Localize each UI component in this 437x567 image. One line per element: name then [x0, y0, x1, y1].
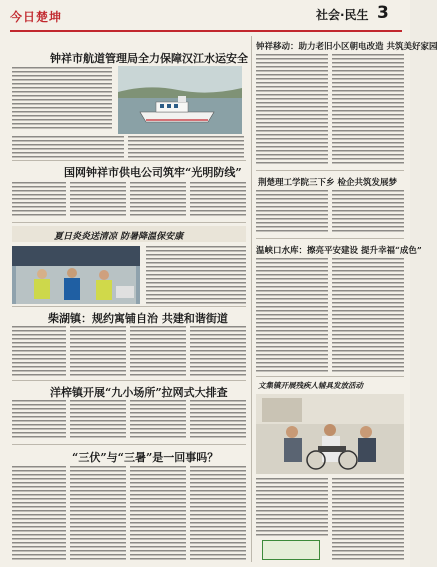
article-7-text-b	[70, 400, 126, 440]
article-5-text-b	[332, 258, 404, 372]
charity-banner-text: 文集镇开展残疾人辅具发放活动	[258, 381, 363, 390]
divider	[12, 380, 246, 381]
article-4-text-b	[332, 190, 404, 234]
headline-6[interactable]: 柴湖镇：规约寓铺自治 共建和谐街道	[48, 312, 228, 325]
divider	[12, 444, 246, 445]
article-6-text-c	[130, 326, 186, 378]
article-8-text-d	[190, 466, 246, 560]
page-number: 3	[377, 3, 389, 23]
article-4-text-a	[256, 190, 328, 234]
article-2-text-b	[332, 54, 404, 166]
charity-article-text-a	[256, 478, 328, 536]
divider	[12, 222, 246, 223]
headline-8[interactable]: “三伏”与“三暑”是一回事吗？	[72, 451, 219, 464]
article-7-text-c	[130, 400, 186, 440]
article-8-text-a	[12, 466, 66, 560]
headline-5[interactable]: 温峡口水库：擦亮平安建设 提升幸福“成色”	[256, 246, 422, 256]
article-1-text-c	[128, 136, 244, 158]
article-6-text-b	[70, 326, 126, 378]
article-6-text-a	[12, 326, 66, 378]
headline-1[interactable]: 钟祥市航道管理局全力保障汉江水运安全	[50, 52, 248, 65]
headline-4[interactable]: 荆楚理工学院三下乡 检企共筑发展梦	[258, 178, 397, 188]
headline-7[interactable]: 洋梓镇开展“九小场所”拉网式大排查	[50, 386, 228, 399]
article-3-text-c	[130, 182, 186, 218]
article-7-text-a	[12, 400, 66, 440]
assistive-device-photo	[256, 394, 404, 474]
headline-3[interactable]: 国网钟祥市供电公司筑牢“光明防线”	[64, 166, 242, 179]
divider	[12, 160, 246, 161]
header-rule	[10, 30, 402, 32]
article-1-text-a	[12, 67, 112, 131]
headline-2[interactable]: 钟祥移动：助力老旧小区朝电改造 共筑美好家园	[256, 42, 437, 52]
article-1-text-b	[12, 136, 124, 158]
article-8-text-b	[70, 466, 126, 560]
article-2-text-a	[256, 54, 328, 166]
article-3-text-b	[70, 182, 126, 218]
ad-badge[interactable]	[262, 540, 320, 560]
divider	[12, 306, 246, 307]
article-3-text-a	[12, 182, 66, 218]
charity-article-text-b	[332, 478, 404, 560]
summer-article-text	[146, 246, 246, 304]
column-divider	[251, 36, 252, 562]
masthead: 今日楚坤	[10, 10, 63, 24]
divider	[256, 170, 404, 171]
article-3-text-d	[190, 182, 246, 218]
summer-banner-text: 夏日炎炎送清凉 防暑降温保安康	[54, 232, 184, 242]
section-title: 社会·民生	[316, 8, 369, 22]
heat-relief-photo	[12, 246, 140, 304]
divider	[256, 238, 404, 239]
article-6-text-d	[190, 326, 246, 378]
article-5-text-a	[256, 258, 328, 372]
river-boat-photo	[118, 66, 242, 134]
divider	[256, 376, 404, 377]
article-8-text-c	[130, 466, 186, 560]
article-7-text-d	[190, 400, 246, 440]
page-header	[0, 0, 410, 34]
